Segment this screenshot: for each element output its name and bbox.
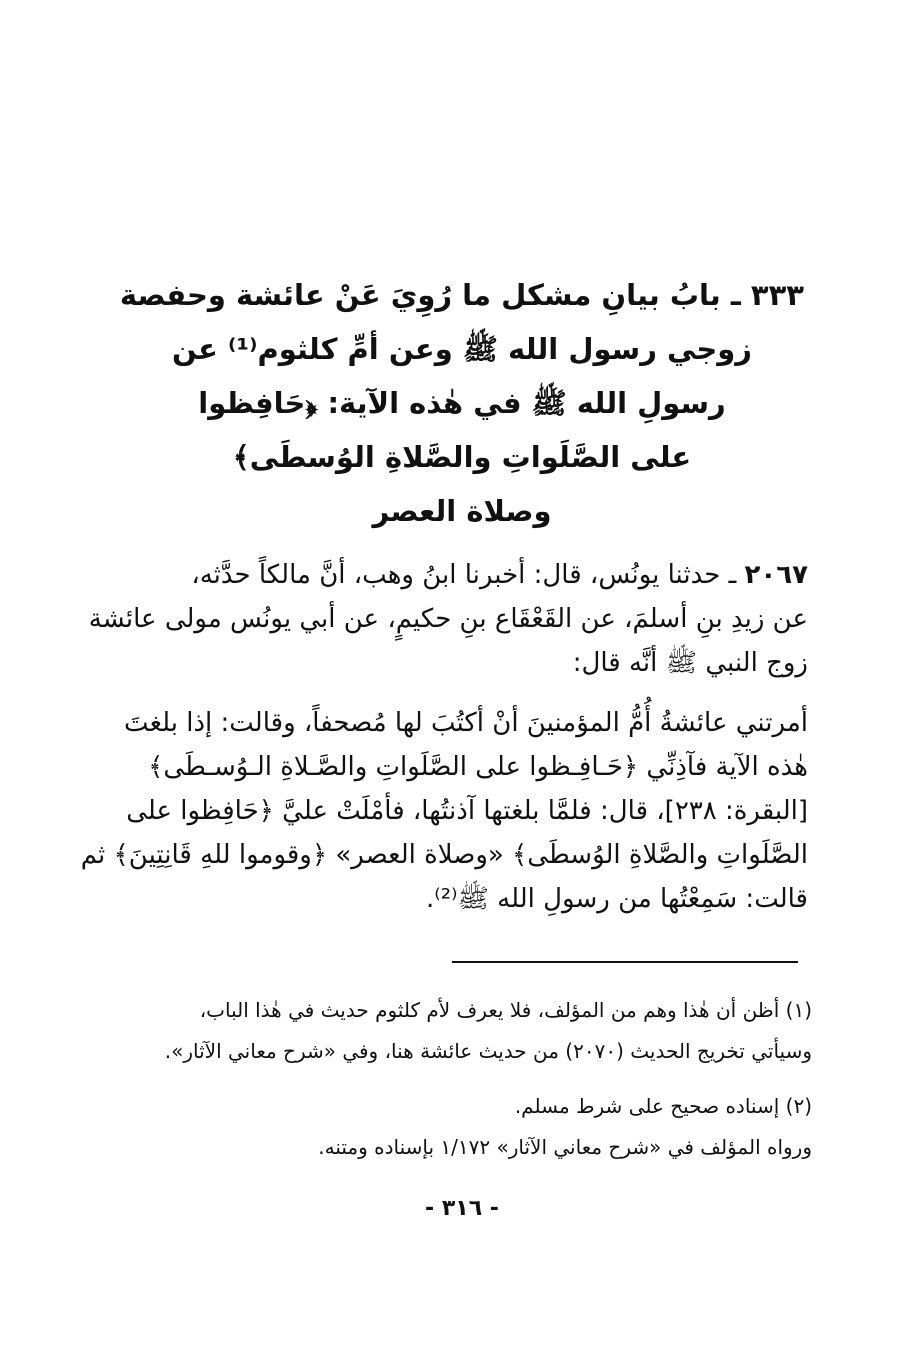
chapter-heading-line: رسولِ الله ﷺ في هٰذه الآية: ﴿حَافِظوا — [198, 386, 726, 420]
hadith-text-line: قالت: سَمِعْتُها من رسولِ الله ﷺ⁽²⁾. — [426, 884, 808, 914]
hadith-text-line: أمرتني عائشةُ أُمُّ المؤمنينَ أنْ أكتُبَ لها مُصحفاً، وقالت: إذا بلغتَ — [124, 708, 808, 738]
chapter-heading — [120, 268, 804, 538]
footnote-1 — [88, 990, 812, 1072]
hadith-chain-paragraph — [88, 553, 808, 685]
footnotes — [88, 990, 812, 1168]
hadith-first-line — [88, 553, 808, 597]
footnote-2 — [88, 1086, 812, 1168]
footnote-line: (٢) إسناده صحيح على شرط مسلم. — [514, 1094, 812, 1118]
footnote-line: وسيأتي تخريج الحديث (٢٠٧٠) من حديث عائشة هنا، وفي «شرح معاني الآثار». — [164, 1039, 812, 1063]
hadith-text-paragraph — [80, 701, 808, 921]
hadith-text-line: الصَّلَواتِ والصَّلاةِ الوُسطَى﴾ «وصلاة العصر» ﴿وقوموا للهِ قَانِتِينَ﴾ ثم — [80, 840, 808, 870]
footnote-line: (١) أظن أن هٰذا وهم من المؤلف، فلا يعرف لأم كلثوم حديث في هٰذا الباب، — [199, 998, 812, 1022]
chapter-heading-line: وصلاة العصر — [372, 494, 552, 528]
hadith-first-line-text: ـ حدثنا يونُس، قال: أخبرنا ابنُ وهب، أنَّ مالكاً حدَّثه، — [191, 560, 745, 590]
footnote-line: ورواه المؤلف في «شرح معاني الآثار» ١/١٧٢ بإسناده ومتنه. — [318, 1135, 812, 1159]
page-number: - ٣١٦ - — [425, 1196, 499, 1221]
hadith-body — [80, 553, 808, 921]
hadith-text-line: [البقرة: ٢٣٨]، قال: فلمَّا بلغتها آذنتُها، فأمْلَتْ عليَّ ﴿حَافِظوا على — [126, 796, 808, 826]
footnote-divider — [452, 961, 798, 963]
hadith-chain-line: عن زيدِ بنِ أسلمَ، عن القَعْقَاع بنِ حكيمٍ، عن أبي يونُس مولى عائشة — [88, 604, 808, 634]
chapter-heading-line: زوجي رسول الله ﷺ وعن أمِّ كلثوم⁽¹⁾ عن — [172, 332, 752, 366]
hadith-text-line: هٰذه الآية فآذِنِّي ﴿حَـافِـظوا على الصَّلَواتِ والصَّـلاةِ الـوُسـطَى﴾ — [148, 752, 808, 782]
hadith-number: ٢٠٦٧ — [744, 560, 808, 590]
chapter-heading-line: على الصَّلَواتِ والصَّلاةِ الوُسطَى﴾ — [232, 440, 692, 474]
chapter-heading-line: ٣٣٣ ـ بابُ بيانِ مشكل ما رُوِيَ عَنْ عائشة وحفصة — [119, 278, 804, 312]
hadith-chain-line: زوج النبي ﷺ أنَّه قال: — [572, 648, 808, 678]
